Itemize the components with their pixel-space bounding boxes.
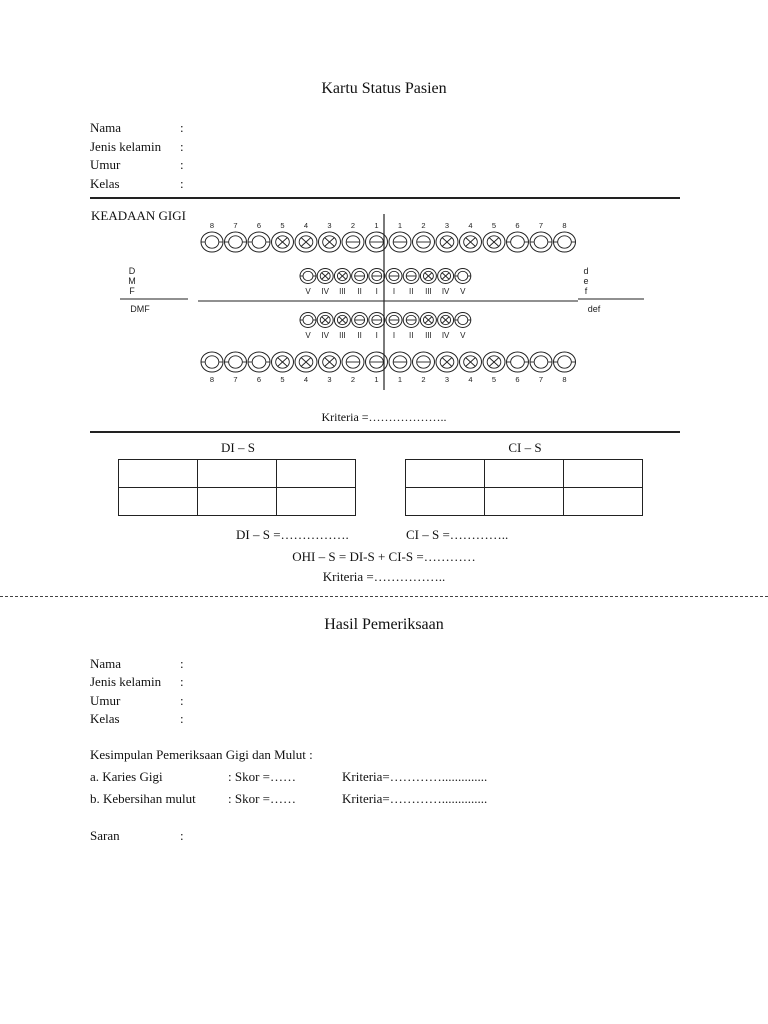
lower-primary-numeral: V — [460, 331, 466, 340]
lower-primary-tooth-inner — [458, 315, 468, 324]
di-s-cell[interactable] — [119, 488, 198, 516]
header-divider — [90, 197, 680, 199]
upper-primary-tooth-inner — [303, 271, 313, 280]
upper-tooth-number: 5 — [491, 221, 497, 230]
karies-gigi-kriteria: Kriteria=………….............. — [342, 769, 488, 784]
upper-tooth-number: 7 — [538, 221, 544, 230]
lower-permanent-tooth-inner — [205, 356, 219, 368]
lower-primary-numeral: III — [339, 331, 346, 340]
upper-permanent-tooth-inner — [205, 236, 219, 248]
lower-tooth-number: 2 — [421, 375, 426, 384]
lower-primary-numeral: IV — [321, 331, 329, 340]
upper-permanent-tooth-inner — [534, 236, 548, 248]
upper-tooth-number: 4 — [303, 221, 309, 230]
di-s-cell[interactable] — [277, 460, 356, 488]
ci-s-cell[interactable] — [406, 488, 485, 516]
ohi-s-formula: OHI – S = DI-S + CI-S =………… — [292, 549, 476, 564]
lower-primary-numeral: I — [392, 331, 396, 340]
upper-tooth-number: 7 — [233, 221, 238, 230]
di-s-table — [118, 459, 356, 516]
lower-tooth-number: 3 — [327, 375, 332, 384]
lower-tooth-number: 5 — [280, 375, 285, 384]
kebersihan-mulut-label: b. Kebersihan mulut — [90, 791, 196, 806]
lower-tooth-number: 7 — [233, 375, 238, 384]
left-dmf-letter: F — [129, 286, 135, 296]
upper-tooth-number: 2 — [350, 221, 356, 230]
cut-line — [0, 596, 768, 597]
ci-s-heading: CI – S — [508, 440, 542, 455]
upper-primary-numeral: IV — [441, 287, 450, 296]
chart-divider — [90, 431, 680, 433]
card-field-nama-sep: : — [180, 120, 184, 135]
right-def-letter: f — [584, 286, 588, 296]
di-s-cell[interactable] — [198, 460, 277, 488]
upper-primary-numeral: II — [357, 287, 362, 296]
ci-s-table — [405, 459, 643, 516]
upper-tooth-number: 8 — [562, 221, 567, 230]
result-field-umur-sep: : — [180, 693, 184, 708]
upper-tooth-number: 1 — [397, 221, 403, 230]
right-total-label: def — [587, 304, 601, 314]
card-field-kelas-sep: : — [180, 176, 184, 191]
ci-s-cell[interactable] — [406, 460, 485, 488]
lower-primary-numeral: II — [357, 331, 362, 340]
lower-tooth-number: 1 — [374, 375, 379, 384]
upper-tooth-number: 1 — [374, 221, 379, 230]
upper-tooth-number: 6 — [515, 221, 520, 230]
upper-tooth-number: 3 — [444, 221, 450, 230]
lower-primary-numeral: II — [408, 331, 414, 340]
card-field-jenis-kelamin-sep: : — [180, 139, 184, 154]
upper-tooth-number: 5 — [280, 221, 285, 230]
lower-tooth-number: 2 — [350, 375, 356, 384]
upper-tooth-number: 3 — [327, 221, 332, 230]
upper-tooth-number: 2 — [421, 221, 426, 230]
upper-permanent-tooth-inner — [511, 236, 525, 248]
di-s-cell[interactable] — [198, 488, 277, 516]
ci-s-result: CI – S =………….. — [406, 527, 509, 542]
upper-primary-numeral: IV — [321, 287, 329, 296]
lower-tooth-number: 3 — [444, 375, 450, 384]
upper-primary-numeral: V — [460, 287, 466, 296]
ci-s-cell[interactable] — [485, 460, 564, 488]
result-field-jenis-kelamin-label: Jenis kelamin — [90, 674, 162, 689]
upper-primary-numeral: I — [375, 287, 378, 296]
result-field-nama-sep: : — [180, 656, 184, 671]
di-s-cell[interactable] — [277, 488, 356, 516]
ohi-kriteria: Kriteria =…………….. — [322, 569, 446, 584]
keadaan-gigi-label: KEADAAN GIGI — [91, 208, 186, 223]
ci-s-cell[interactable] — [485, 488, 564, 516]
lower-permanent-tooth-inner — [511, 356, 525, 368]
saran-label: Saran — [90, 828, 120, 843]
left-total-label: DMF — [130, 304, 150, 314]
kebersihan-mulut-kriteria: Kriteria=………….............. — [342, 791, 488, 806]
dental-chart — [120, 214, 660, 404]
upper-primary-numeral: II — [408, 287, 414, 296]
result-field-nama-label: Nama — [90, 656, 122, 671]
lower-primary-numeral: I — [375, 331, 378, 340]
card-field-kelas-label: Kelas — [90, 176, 120, 191]
conclusion-heading: Kesimpulan Pemeriksaan Gigi dan Mulut : — [90, 747, 313, 762]
lower-tooth-number: 8 — [209, 375, 215, 384]
lower-tooth-number: 8 — [562, 375, 567, 384]
lower-tooth-number: 7 — [538, 375, 544, 384]
upper-tooth-number: 4 — [468, 221, 473, 230]
result-field-jenis-kelamin-sep: : — [180, 674, 184, 689]
card-field-umur-sep: : — [180, 157, 184, 172]
card-title: Kartu Status Pasien — [321, 80, 447, 97]
upper-permanent-tooth-inner — [252, 236, 266, 248]
lower-tooth-number: 4 — [303, 375, 309, 384]
left-dmf-letter: M — [128, 276, 136, 286]
lower-permanent-tooth-inner — [229, 356, 243, 368]
di-s-result: DI – S =……………. — [236, 527, 349, 542]
lower-primary-numeral: III — [425, 331, 432, 340]
upper-primary-tooth-inner — [458, 271, 468, 280]
lower-tooth-number: 5 — [491, 375, 497, 384]
lower-permanent-tooth-inner — [534, 356, 548, 368]
result-title: Hasil Pemeriksaan — [324, 616, 444, 633]
lower-primary-numeral: V — [305, 331, 311, 340]
right-def-letter: d — [583, 266, 589, 276]
lower-tooth-number: 1 — [397, 375, 403, 384]
lower-permanent-tooth-inner — [558, 356, 572, 368]
ci-s-cell[interactable] — [564, 460, 643, 488]
card-field-umur-label: Umur — [90, 157, 121, 172]
lower-permanent-tooth-inner — [252, 356, 266, 368]
upper-primary-numeral: III — [339, 287, 346, 296]
chart-kriteria: Kriteria =……………….. — [321, 410, 447, 424]
lower-tooth-number: 6 — [515, 375, 520, 384]
right-def-letter: e — [583, 276, 589, 286]
upper-tooth-number: 6 — [256, 221, 262, 230]
ci-s-cell[interactable] — [564, 488, 643, 516]
upper-permanent-tooth-inner — [229, 236, 243, 248]
result-field-kelas-sep: : — [180, 711, 184, 726]
lower-tooth-number: 4 — [468, 375, 473, 384]
saran-sep: : — [180, 828, 184, 843]
left-dmf-letter: D — [128, 266, 136, 276]
upper-primary-numeral: V — [305, 287, 311, 296]
card-field-nama-label: Nama — [90, 120, 122, 135]
result-field-umur-label: Umur — [90, 693, 121, 708]
lower-primary-numeral: IV — [441, 331, 450, 340]
di-s-heading: DI – S — [221, 440, 255, 455]
lower-primary-tooth-inner — [303, 315, 313, 324]
di-s-cell[interactable] — [119, 460, 198, 488]
karies-gigi-score: : Skor =…… — [228, 769, 297, 784]
upper-primary-numeral: III — [425, 287, 432, 296]
lower-tooth-number: 6 — [256, 375, 262, 384]
upper-tooth-number: 8 — [209, 221, 215, 230]
kebersihan-mulut-score: : Skor =…… — [228, 791, 297, 806]
karies-gigi-label: a. Karies Gigi — [90, 769, 163, 784]
upper-permanent-tooth-inner — [558, 236, 572, 248]
card-field-jenis-kelamin-label: Jenis kelamin — [90, 139, 162, 154]
upper-primary-numeral: I — [392, 287, 396, 296]
result-field-kelas-label: Kelas — [90, 711, 120, 726]
